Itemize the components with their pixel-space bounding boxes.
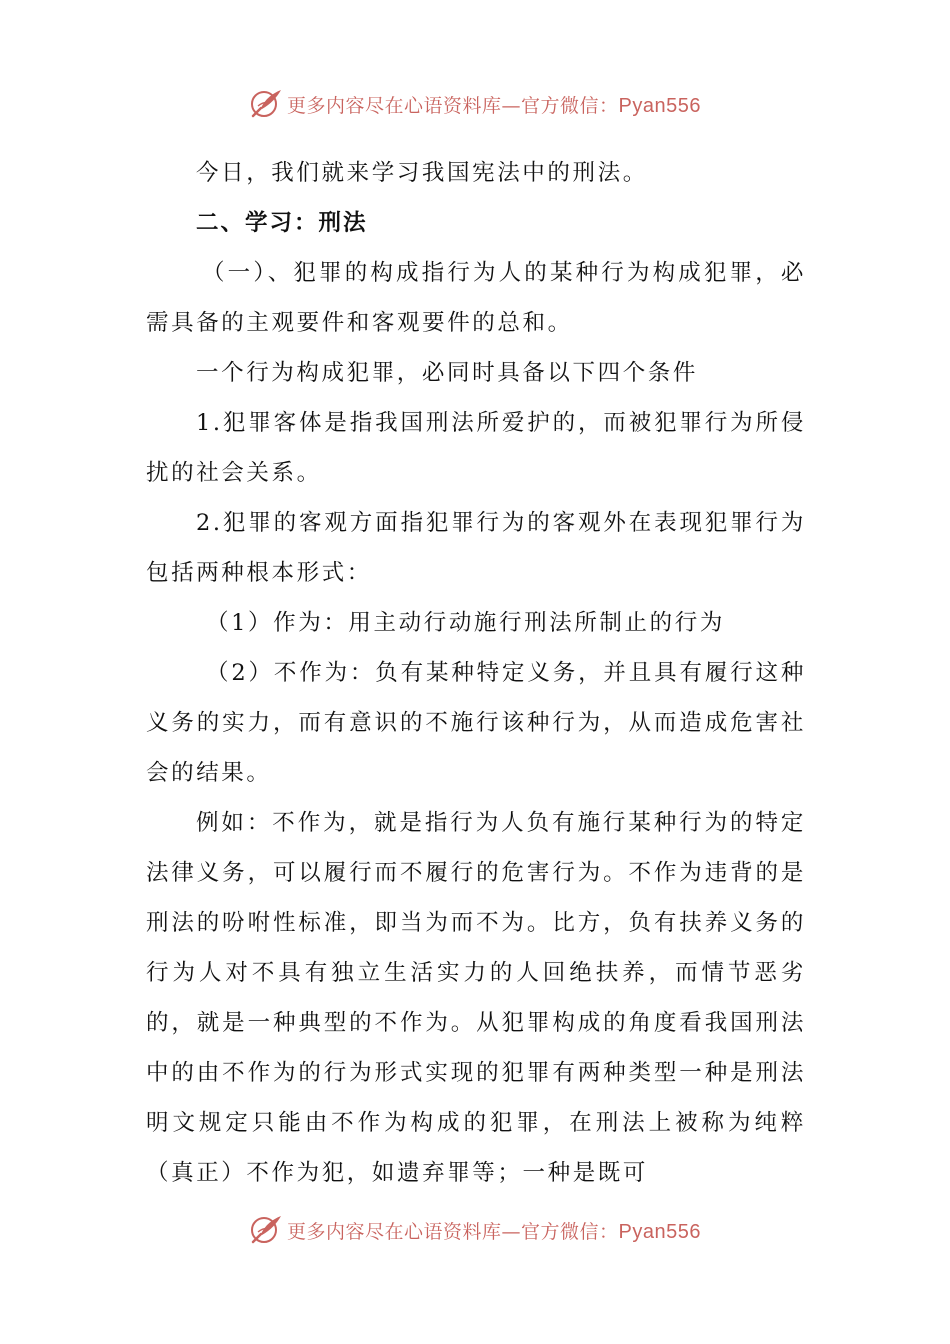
quill-logo-icon [249,87,283,121]
paragraph-example: 例如：不作为，就是指行为人负有施行某种行为的特定法律义务，可以履行而不履行的危害行为。不作为违背的是刑法的吩咐性标准，即当为而不为。比方，负有扶养义务的行为人对不具有独立生活实力的人回绝扶养，而情节恶劣的，就是一种典型的不作为。从犯罪构成的角度看我国刑法中的由不作为的行为形式实现的犯罪有两种类型一种是刑法明文规定只能由不作为构成的犯罪，在刑法上被称为纯粹（真正）不作为犯，如遗弃罪等；一种是既可 [146,810,806,1186]
section-heading: 二、学习：刑法 [196,210,368,236]
footer-watermark [0,1210,950,1250]
quill-logo-icon [249,1213,283,1247]
paragraph-subitem-2: （2）不作为：负有某种特定义务，并且具有履行这种义务的实力，而有意识的不施行该种行为，从而造成危害社会的结果。 [146,660,806,786]
watermark-text-id: Pyan556 [618,94,701,117]
paragraph-item-2: 2.犯罪的客观方面指犯罪行为的客观外在表现犯罪行为包括两种根本形式： [146,510,806,586]
paragraph-conditions: 一个行为构成犯罪，必同时具备以下四个条件 [196,360,699,386]
watermark-text [287,91,701,118]
paragraph-intro: 今日，我们就来学习我国宪法中的刑法。 [196,160,648,186]
watermark-text-cn: 更多内容尽在心语资料库—官方微信： [287,1220,619,1243]
paragraph-subitem-1: （1）作为：用主动行动施行刑法所制止的行为 [206,610,725,636]
paragraph-item-1: 1.犯罪客体是指我国刑法所爱护的，而被犯罪行为所侵扰的社会关系。 [146,410,806,486]
watermark-text-id: Pyan556 [618,1220,701,1243]
document-body [146,148,806,1198]
header-watermark [0,84,950,124]
watermark-text-cn: 更多内容尽在心语资料库—官方微信： [287,94,619,117]
paragraph-definition: （一）、犯罪的构成指行为人的某种行为构成犯罪，必需具备的主观要件和客观要件的总和。 [146,260,806,336]
watermark-text [287,1217,701,1244]
